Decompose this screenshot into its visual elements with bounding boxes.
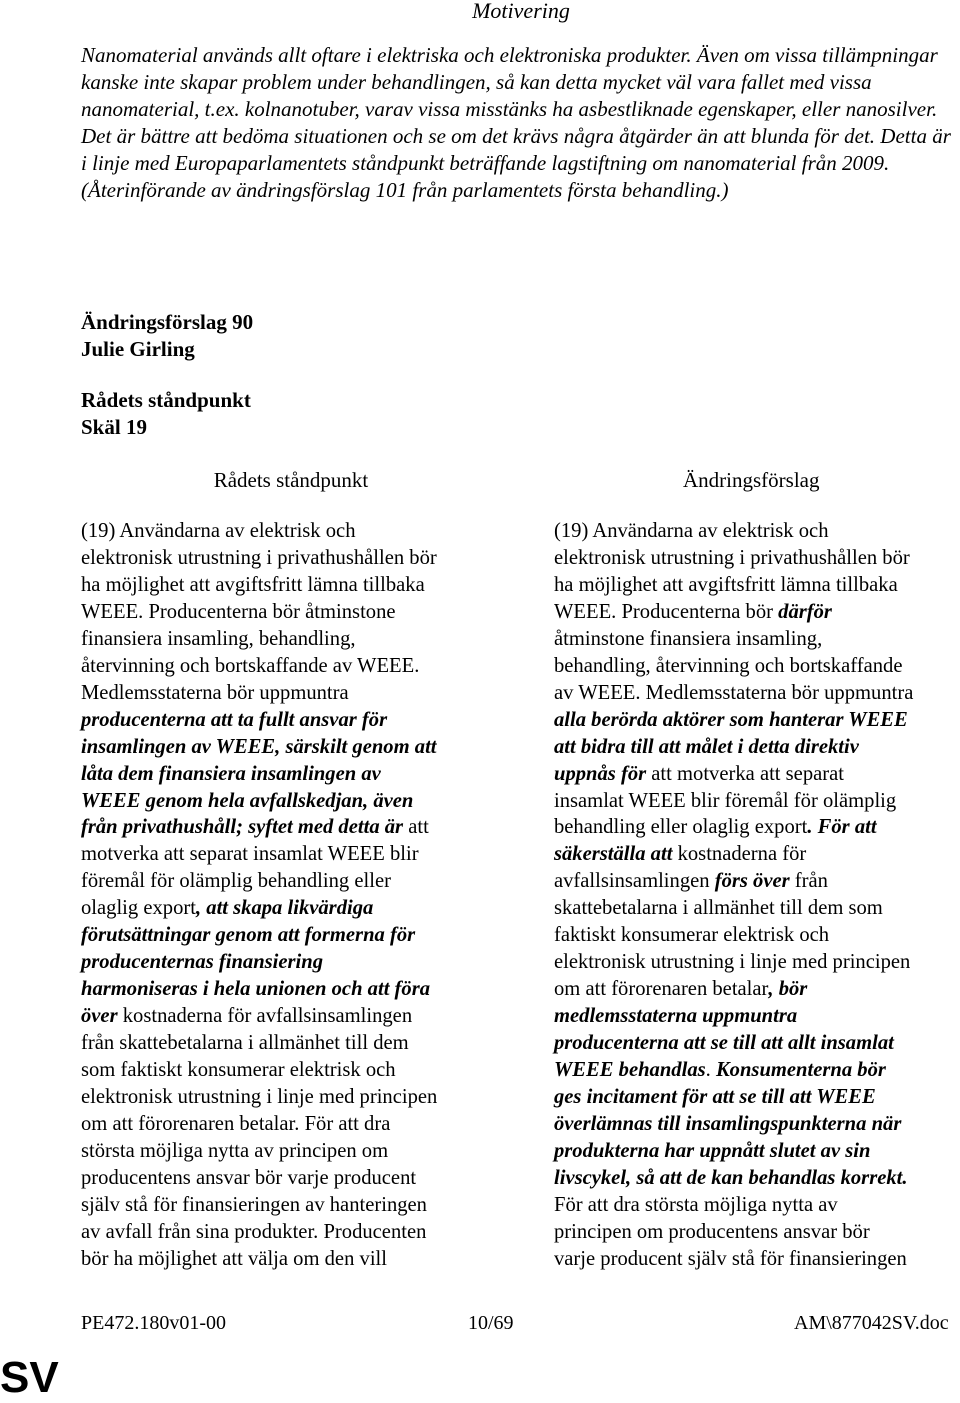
footer-file-name: AM\877042SV.doc	[794, 1312, 949, 1334]
right-column-heading: Ändringsförslag	[683, 468, 820, 492]
left-text-segment: (19) Användarna av elektrisk och elektronisk utrustning i privathushållen bör ha möjlighet att avgiftsfritt lämna tillbaka WEEE. Producenterna bör åtminstone finansiera insamling, behandling, återvinning och bortskaffande av WEEE. Medlemsstaterna bör uppmuntra	[81, 520, 437, 704]
motivering-heading: Motivering	[472, 0, 570, 23]
right-text-segment: För att dra största möjliga nytta av principen om producentens ansvar bör varje producent själv stå för finansieringen	[554, 1193, 907, 1270]
left-column-heading: Rådets ståndpunkt	[213, 468, 369, 492]
amendment-header	[81, 309, 253, 363]
right-text-segment: .	[705, 1059, 711, 1082]
amendment-recital: Skäl 19	[81, 415, 147, 439]
right-text-segment: förs över	[714, 870, 790, 893]
left-text-segment: producenterna att ta fullt ansvar för insamlingen av WEEE, särskilt genom att låta dem finansiera insamlingen av WEEE genom hela avfallskedjan, även från privathushåll; syftet med detta är	[81, 708, 437, 839]
footer-doc-ref: PE472.180v01-00	[81, 1312, 226, 1334]
left-text-segment: kostnaderna för avfallsinsamlingen från skattebetalarna i allmänhet till dem som faktiskt konsumerar elektrisk och elektronisk utrustning i linje med principen om att förorenaren betalar. För att dra största möjliga nytta av principen om producentens ansvar bör varje producent själv stå för finansieringen av hanteringen av avfall från sina produkter. Producenten bör ha möjlighet att välja om den vill	[81, 1005, 438, 1270]
right-text-segment: alla berörda aktörer som hanterar WEEE att bidra till att målet i detta direktiv uppnås för	[554, 708, 908, 785]
amendment-author: Julie Girling	[81, 337, 195, 361]
amendment-position: Rådets ståndpunkt	[81, 388, 251, 412]
right-text-segment: (19) Användarna av elektrisk och elektronisk utrustning i privathushållen bör ha möjlighet att avgiftsfritt lämna tillbaka WEEE. Producenterna bör	[554, 520, 910, 623]
right-text-segment: kostnaderna för avfallsinsamlingen	[554, 843, 807, 893]
amendment-text	[554, 518, 913, 1273]
amendment-title: Ändringsförslag 90	[81, 310, 254, 334]
amendment-target	[81, 387, 251, 441]
left-text-segment: , att skapa likvärdiga förutsättningar genom att formerna för producenternas finansiering harmoniseras i hela unionen och att föra över	[81, 897, 431, 1028]
right-text-segment: från skattebetalarna i allmänhet till dem som faktiskt konsumerar elektrisk och elektronisk utrustning i linje med principen om att förorenaren betalar	[554, 870, 911, 1001]
right-text-segment: Konsumenterna bör ges incitament för att se till att WEEE överlämnas till insamlingspunkterna när produkterna har uppnått slutet av sin livscykel, så att de kan behandlas korrekt.	[554, 1059, 908, 1189]
right-text-segment: att motverka att separat insamlat WEEE blir föremål för olämplig behandling eller olaglig export	[554, 762, 897, 839]
motivering-text: Nanomaterial används allt oftare i elektriska och elektroniska produkter. Även om vissa tillämpningar kanske inte skapar problem under behandlingen, så kan detta mycket väl vara fallet med vissa nanomaterial, t.ex. kolnanotuber, varav vissa misstänks ha asbestliknade egenskaper, eller nanosilver. Det är bättre att bedöma situationen och se om det krävs några åtgärder än att blunda för det. Detta är i linje med Europaparlamentets ståndpunkt beträffande lagstiftning om nanomaterial från 2009. (Återinförande av ändringsförslag 101 från parlamentets första behandling.)	[81, 43, 951, 202]
right-text-segment: , bör medlemsstaterna uppmuntra producenterna att se till att allt insamlat WEEE behandlas	[554, 978, 894, 1082]
right-text-segment: därför	[778, 600, 832, 623]
council-position-text	[81, 518, 437, 1273]
right-text-segment: åtminstone finansiera insamling, behandling, återvinning och bortskaffande av WEEE. Medlemsstaterna bör uppmuntra	[554, 627, 914, 704]
footer-page-number: 10/69	[468, 1312, 514, 1334]
left-text-segment: att motverka att separat insamlat WEEE blir föremål för olämplig behandling eller olaglig export	[81, 816, 429, 920]
language-code: SV	[0, 1353, 59, 1402]
right-text-segment: . För att säkerställa att	[554, 816, 877, 866]
